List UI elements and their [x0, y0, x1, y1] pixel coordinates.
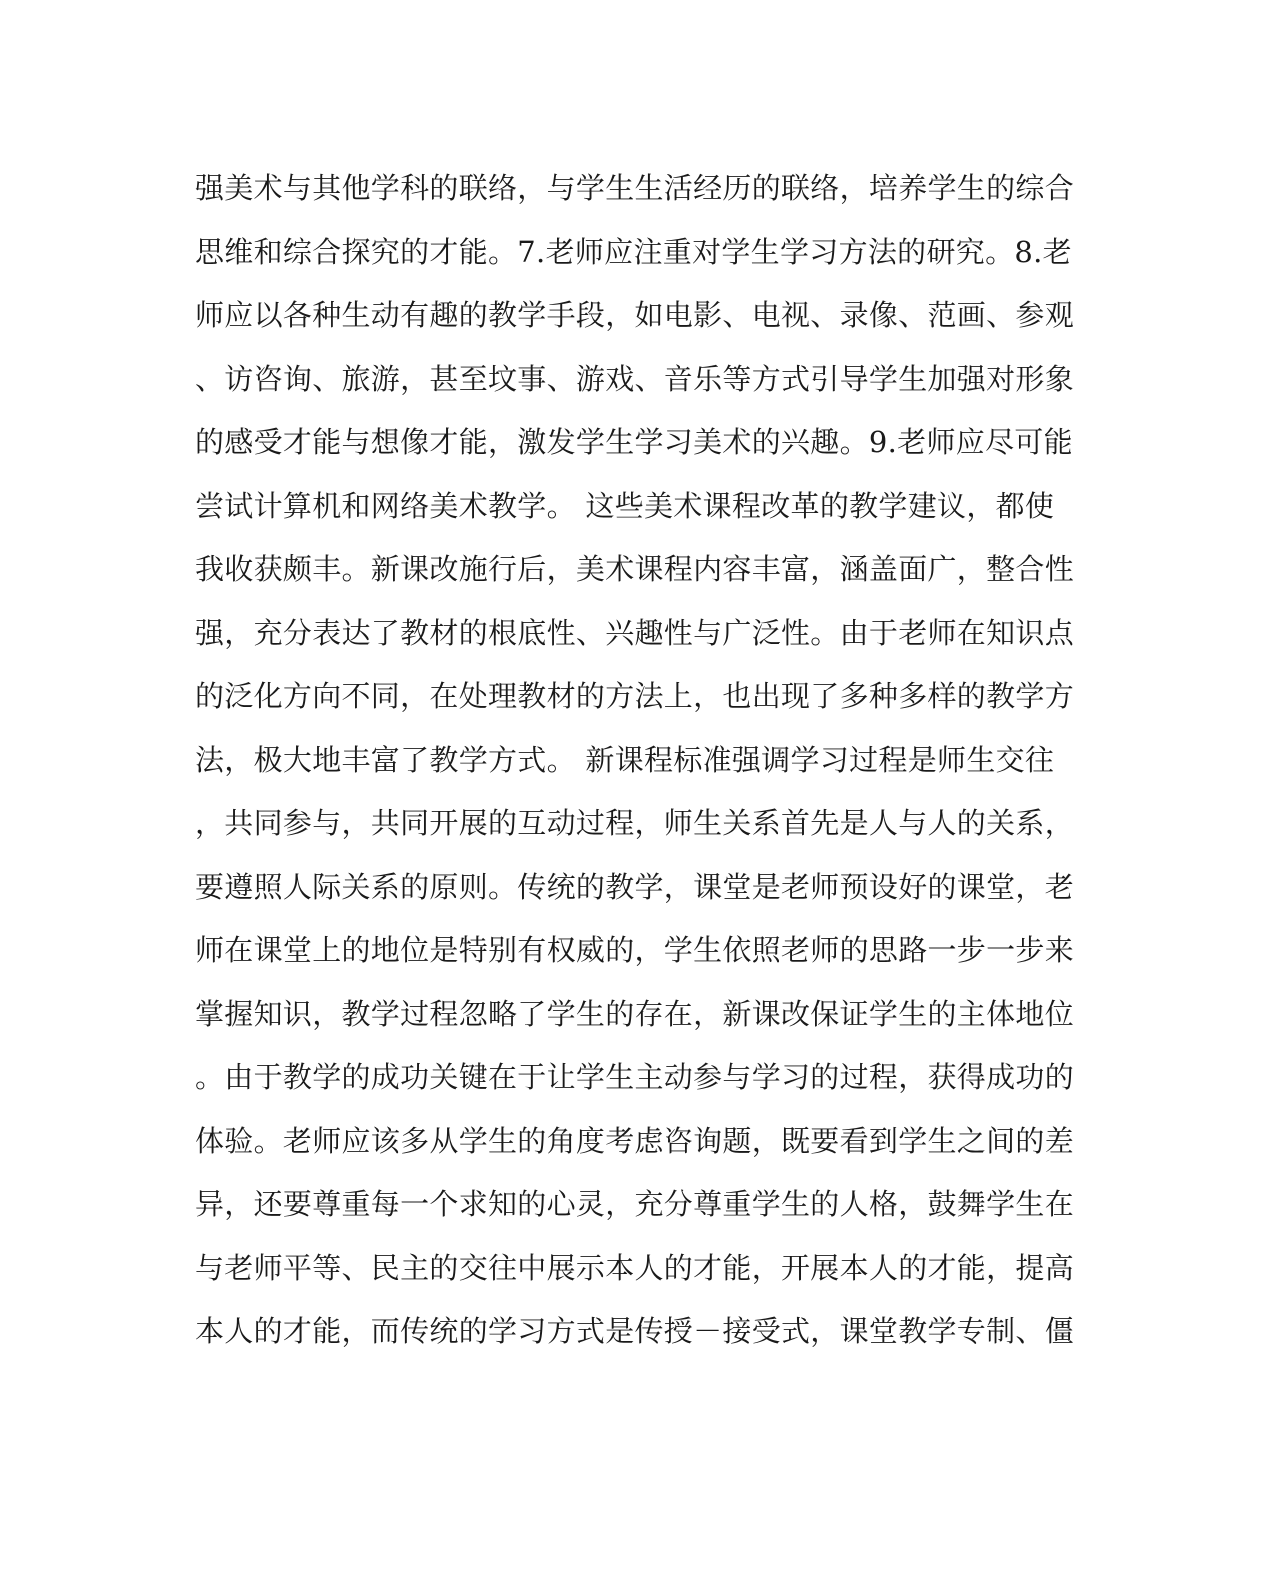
text-line-17: 异，还要尊重每一个求知的心灵，充分尊重学生的人格，鼓舞学生在 — [195, 1187, 1075, 1221]
text-line-11: ，共同参与，共同开展的互动过程，师生关系首先是人与人的关系， — [195, 806, 1075, 840]
text-line-12: 要遵照人际关系的原则。传统的教学，课堂是老师预设好的课堂，老 — [195, 869, 1075, 904]
text-line-8: 强，充分表达了教材的根底性、兴趣性与广泛性。由于老师在知识点 — [195, 615, 1075, 650]
text-line-10: 法，极大地丰富了教学方式。 新课程标准强调学习过程是师生交往 — [195, 742, 1055, 777]
text-line-18: 与老师平等、民主的交往中展示本人的才能，开展本人的才能，提高 — [195, 1250, 1075, 1285]
body-paragraph — [195, 157, 1075, 1364]
text-line-15: 。由于教学的成功关键在于让学生主动参与学习的过程，获得成功的 — [195, 1060, 1075, 1094]
text-line-2: 思维和综合探究的才能。7.老师应注重对学生学习方法的研究。8.老 — [195, 234, 1072, 269]
text-line-9: 的泛化方向不同，在处理教材的方法上，也出现了多种多样的教学方 — [195, 679, 1075, 713]
text-line-14: 掌握知识，教学过程忽略了学生的存在，新课改保证学生的主体地位 — [195, 996, 1075, 1031]
text-line-5: 的感受才能与想像才能，激发学生学习美术的兴趣。9.老师应尽可能 — [195, 425, 1073, 459]
text-line-13: 师在课堂上的地位是特别有权威的，学生依照老师的思路一步一步来 — [195, 933, 1075, 967]
text-line-1: 强美术与其他学科的联络，与学生生活经历的联络，培养学生的综合 — [195, 171, 1075, 205]
text-line-4: 、访咨询、旅游，甚至坟事、游戏、音乐等方式引导学生加强对形象 — [195, 361, 1075, 396]
text-line-3: 师应以各种生动有趣的教学手段，如电影、电视、录像、范画、参观 — [195, 298, 1075, 332]
text-line-16: 体验。老师应该多从学生的角度考虑咨询题，既要看到学生之间的差 — [195, 1123, 1075, 1158]
text-line-19: 本人的才能，而传统的学习方式是传授－接受式，课堂教学专制、僵 — [195, 1314, 1075, 1348]
text-line-7: 我收获颇丰。新课改施行后，美术课程内容丰富，涵盖面广，整合性 — [195, 552, 1075, 586]
text-line-6: 尝试计算机和网络美术教学。 这些美术课程改革的教学建议，都使 — [195, 488, 1055, 523]
